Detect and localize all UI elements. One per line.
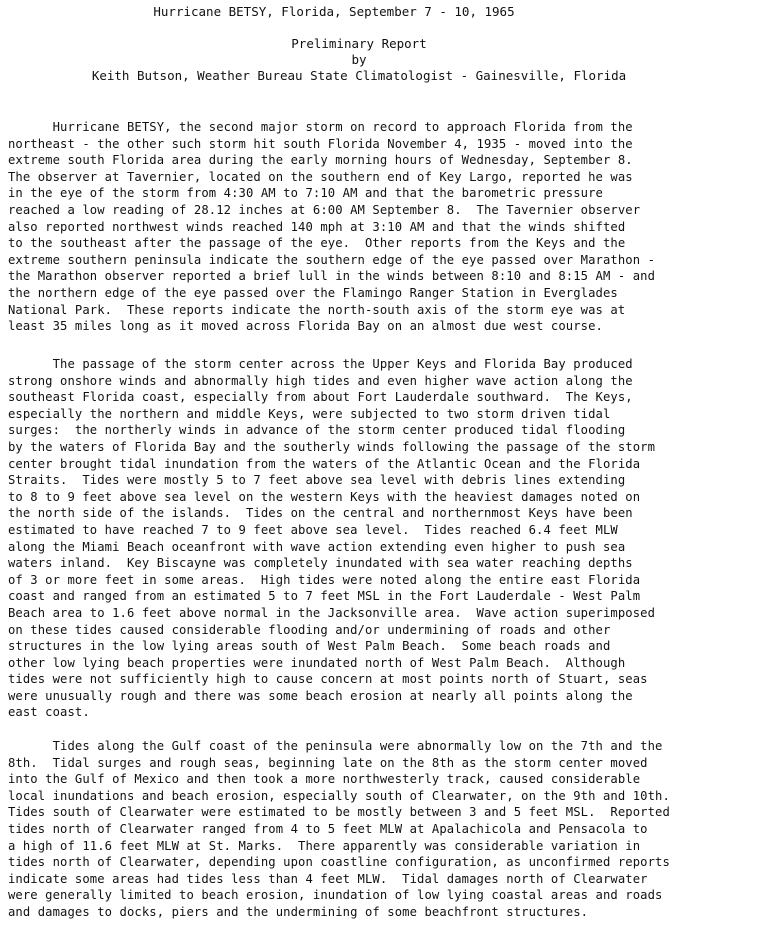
text-line: along the Miami Beach oceanfront with wave action extending even higher to push sea <box>8 539 626 554</box>
text-line: were unusually rough and there was some beach erosion at nearly all points along the <box>8 688 633 703</box>
text-line: east coast. <box>8 705 90 720</box>
text-line: to 8 to 9 feet above sea level on the western Keys with the heaviest damages noted on <box>8 489 641 504</box>
text-line: The observer at Tavernier, located on the southern end of Key Largo, reported he was <box>8 169 633 184</box>
text-line: on these tides caused considerable flooding and/or undermining of roads and other <box>8 622 611 637</box>
text-line: structures in the low lying areas south of West Palm Beach. Some beach roads and <box>8 639 611 654</box>
text-line: in the eye of the storm from 4:30 AM to 7:10 AM and that the barometric pressure <box>8 186 603 201</box>
text-line: strong onshore winds and abnormally high tides and even higher wave action along the <box>8 373 633 388</box>
text-line: tides were not sufficiently high to cause concern at most points north of Stuart, seas <box>8 672 648 687</box>
text-line: tides north of Clearwater, depending upon coastline configuration, as unconfirmed reports <box>8 855 670 870</box>
text-line: to the southeast after the passage of the eye. Other reports from the Keys and the <box>8 236 626 251</box>
text-line: 8th. Tidal surges and rough seas, beginning late on the 8th as the storm center moved <box>8 755 648 770</box>
text-line: surges: the northerly winds in advance of the storm center produced tidal flooding <box>8 423 626 438</box>
text-line: the northern edge of the eye passed over the Flamingo Ranger Station in Everglades <box>8 285 618 300</box>
paragraph-gulf-coast-tides <box>8 738 750 921</box>
text-line: indicate some areas had tides less than 4 feet MLW. Tidal damages north of Clearwater <box>8 871 648 886</box>
text-line: National Park. These reports indicate the north-south axis of the storm eye was at <box>8 302 626 317</box>
text-line: were generally limited to beach erosion, inundation of low lying coastal areas and roads <box>8 888 663 903</box>
report-author: Keith Butson, Weather Bureau State Climatologist - Gainesville, Florida <box>91 68 627 83</box>
text-line: northeast - the other such storm hit south Florida November 4, 1935 - moved into the <box>8 136 633 151</box>
text-line: center brought tidal inundation from the waters of the Atlantic Ocean and the Florida <box>8 456 641 471</box>
report-title: Hurricane BETSY, Florida, September 7 - 10, 1965 <box>153 4 515 19</box>
text-line: Tides along the Gulf coast of the peninsula were abnormally low on the 7th and the <box>8 739 663 753</box>
text-line: the Marathon observer reported a brief lull in the winds between 8:10 and 8:15 AM - and <box>8 269 656 284</box>
text-line: the north side of the islands. Tides on the central and northernmost Keys have been <box>8 506 633 521</box>
text-line: waters inland. Key Biscayne was completely inundated with sea water reaching depths <box>8 556 633 571</box>
text-line: especially the northern and middle Keys, were subjected to two storm driven tidal <box>8 406 611 421</box>
text-line: also reported northwest winds reached 140 mph at 3:10 AM and that the winds shifted <box>8 219 626 234</box>
text-line: and damages to docks, piers and the undermining of some beachfront structures. <box>8 904 589 919</box>
text-line: coast and ranged from an estimated 5 to 7 feet MSL in the Fort Lauderdale - West Palm <box>8 589 641 604</box>
text-line: Straits. Tides were mostly 5 to 7 feet above sea level with debris lines extending <box>8 473 626 488</box>
text-line: estimated to have reached 7 to 9 feet above sea level. Tides reached 6.4 feet MLW <box>8 522 618 537</box>
text-line: extreme southern peninsula indicate the southern edge of the eye passed over Marathon - <box>8 252 656 267</box>
text-line: southeast Florida coast, especially from about Fort Lauderdale southward. The Keys, <box>8 390 633 405</box>
text-line: Hurricane BETSY, the second major storm on record to approach Florida from the <box>8 120 633 134</box>
text-line: tides north of Clearwater ranged from 4 to 5 feet MLW at Apalachicola and Pensacola to <box>8 821 648 836</box>
text-line: Tides south of Clearwater were estimated to be mostly between 3 and 5 feet MSL. Reported <box>8 805 670 820</box>
text-line: into the Gulf of Mexico and then took a more northwesterly track, caused considerable <box>8 772 641 787</box>
text-line: of 3 or more feet in some areas. High tides were noted along the entire east Florida <box>8 572 641 587</box>
paragraph-east-coast-tides <box>8 356 750 721</box>
text-line: The passage of the storm center across the Upper Keys and Florida Bay produced <box>8 357 633 371</box>
text-line: extreme south Florida area during the early morning hours of Wednesday, September 8. <box>8 153 633 168</box>
text-line: by the waters of Florida Bay and the southerly winds following the passage of the storm <box>8 439 656 454</box>
text-line: least 35 miles long as it moved across Florida Bay on an almost due west course. <box>8 319 603 334</box>
paragraph-storm-track <box>8 119 750 335</box>
text-line: reached a low reading of 28.12 inches at 6:00 AM September 8. The Tavernier observer <box>8 202 641 217</box>
text-line: a high of 11.6 feet MLW at St. Marks. There apparently was considerable variation in <box>8 838 641 853</box>
text-line: other low lying beach properties were inundated north of West Palm Beach. Although <box>8 655 626 670</box>
text-line: Beach area to 1.6 feet above normal in the Jacksonville area. Wave action superimposed <box>8 605 656 620</box>
report-byline: by <box>351 52 367 67</box>
report-subtitle: Preliminary Report <box>291 36 427 51</box>
text-line: local inundations and beach erosion, especially south of Clearwater, on the 9th and 10th. <box>8 788 670 803</box>
